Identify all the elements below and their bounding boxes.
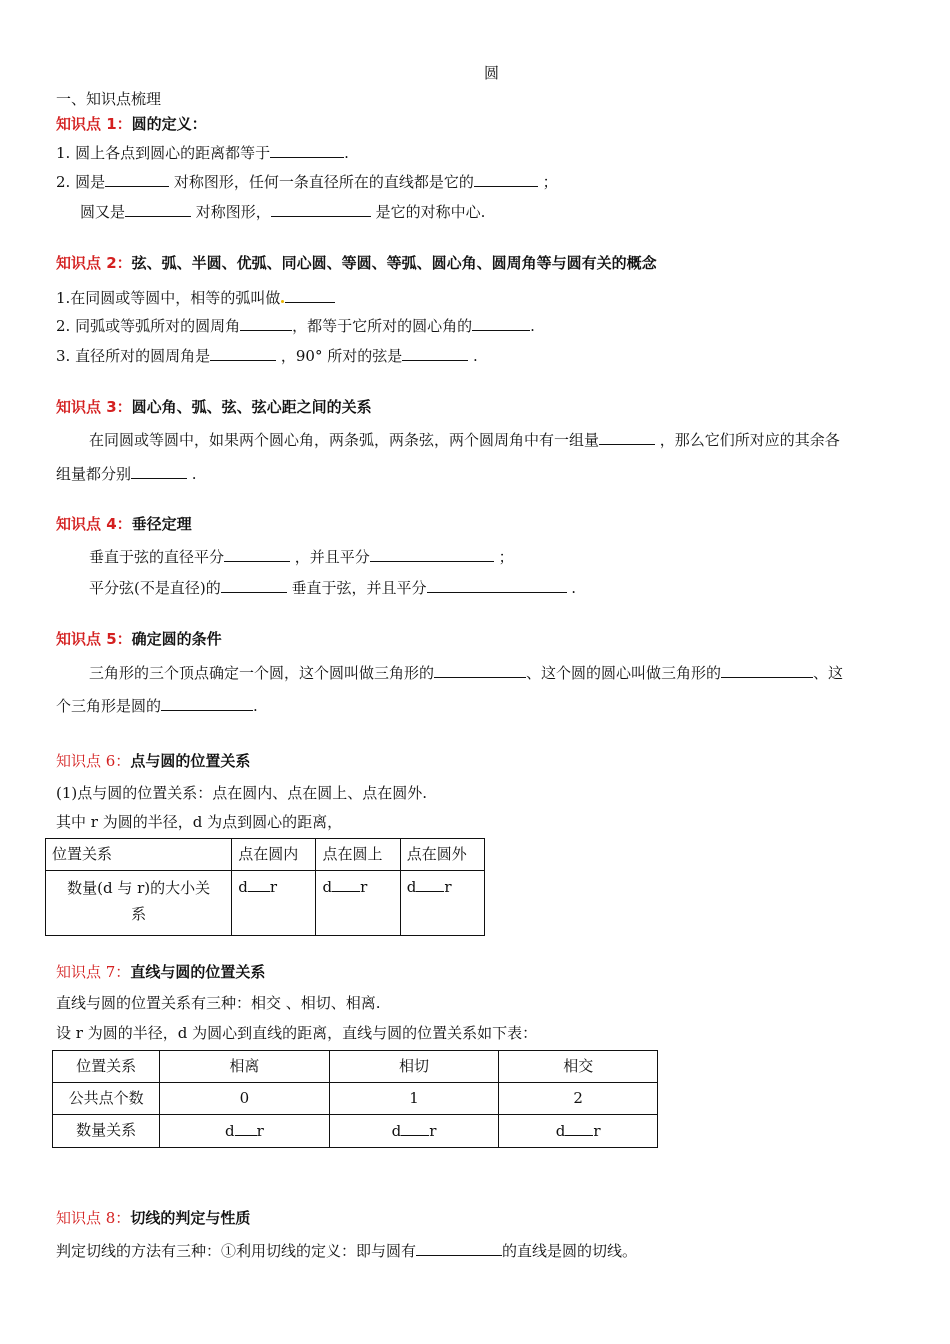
- text: ，那么它们所对应的其余各: [655, 431, 840, 449]
- text: 、这: [813, 664, 844, 682]
- table-header: 点在圆内: [232, 839, 316, 871]
- text: ；: [537, 173, 558, 191]
- blank[interactable]: [210, 346, 276, 361]
- text: 对称图形，: [191, 203, 271, 221]
- table-cell[interactable]: [329, 1115, 499, 1148]
- text: 平分弦(不是直径)的: [89, 579, 221, 597]
- kp1-line2: [56, 172, 558, 190]
- kp4-title: 垂径定理: [131, 515, 192, 533]
- text: .: [187, 465, 197, 483]
- table-header: 相切: [329, 1051, 499, 1083]
- blank[interactable]: [721, 663, 813, 678]
- kp3-line2: [56, 464, 197, 482]
- text: 个三角形是圆的: [56, 697, 162, 715]
- text: 2. 圆是: [56, 173, 106, 191]
- kp8-heading: [56, 1211, 250, 1226]
- table-row: [53, 1083, 658, 1115]
- d-symbol: d: [238, 878, 248, 896]
- text: 2. 同弧或等弧所对的圆周角: [56, 317, 241, 335]
- kp2-line1: [56, 288, 335, 306]
- blank[interactable]: [240, 316, 292, 331]
- table-cell[interactable]: [160, 1115, 329, 1148]
- table-cell[interactable]: [232, 871, 316, 936]
- kp5-label: 知识点 5：: [56, 630, 132, 648]
- table-header: 位置关系: [46, 839, 232, 871]
- text: .: [468, 347, 478, 365]
- r-symbol: r: [269, 878, 278, 896]
- r-symbol: r: [593, 1122, 601, 1140]
- blank[interactable]: [285, 288, 335, 303]
- point-circle-table: [45, 838, 485, 936]
- table-header: 点在圆外: [400, 839, 484, 871]
- blank[interactable]: [270, 143, 344, 158]
- kp2-line3: [56, 346, 478, 364]
- blank[interactable]: [434, 663, 526, 678]
- kp3-title: 圆心角、弧、弦、弦心距之间的关系: [131, 398, 372, 416]
- kp1-heading: [56, 117, 207, 132]
- kp2-line2: [56, 316, 535, 334]
- table-cell: 0: [160, 1083, 329, 1115]
- kp1-line1: [56, 143, 349, 161]
- text: 垂直于弦，并且平分: [286, 579, 427, 597]
- blank[interactable]: [131, 464, 187, 479]
- text: .: [530, 317, 535, 335]
- d-symbol: d: [406, 878, 417, 896]
- blank[interactable]: [271, 202, 371, 217]
- blank[interactable]: [401, 1123, 429, 1136]
- blank[interactable]: [105, 172, 169, 187]
- d-symbol: d: [555, 1122, 566, 1140]
- row-label: 公共点个数: [53, 1083, 160, 1115]
- kp6-heading: [56, 754, 250, 769]
- row-label: 数量关系: [53, 1115, 160, 1148]
- blank[interactable]: [370, 547, 494, 562]
- text: ；: [493, 548, 514, 566]
- text: ，都等于它所对的圆心角的: [292, 317, 473, 335]
- blank[interactable]: [248, 879, 270, 892]
- kp8-title: 切线的判定与性质: [130, 1209, 251, 1227]
- r-symbol: r: [444, 878, 452, 896]
- text: 对称图形，任何一条直径所在的直线都是它的: [169, 173, 474, 191]
- table-cell: 1: [329, 1083, 499, 1115]
- kp8-line1: [56, 1241, 637, 1259]
- kp7-heading: [56, 965, 265, 980]
- text: 3. 直径所对的圆周角是: [56, 347, 211, 365]
- table-row: [53, 1051, 658, 1083]
- cursor-mark: [281, 300, 284, 303]
- row-label: 数量(d 与 r)的大小关: [67, 879, 211, 897]
- row-label: 系: [131, 905, 147, 923]
- blank[interactable]: [235, 1123, 257, 1136]
- blank[interactable]: [224, 547, 290, 562]
- blank[interactable]: [161, 696, 253, 711]
- table-cell[interactable]: [316, 871, 400, 936]
- table-row: [46, 871, 485, 936]
- r-symbol: r: [360, 878, 368, 896]
- kp4-line2: [89, 578, 576, 596]
- kp6-title: 点与圆的位置关系: [130, 752, 251, 770]
- blank[interactable]: [332, 879, 360, 892]
- blank[interactable]: [472, 316, 530, 331]
- text: 组量都分别: [56, 465, 132, 483]
- text: 三角形的三个顶点确定一个圆，这个圆叫做三角形的: [89, 664, 435, 682]
- blank[interactable]: [416, 879, 444, 892]
- table-row: [46, 839, 485, 871]
- kp8-label: 知识点 8：: [56, 1209, 131, 1227]
- kp7-title: 直线与圆的位置关系: [130, 963, 266, 981]
- blank[interactable]: [125, 202, 191, 217]
- d-symbol: d: [225, 1122, 235, 1140]
- table-cell: [46, 871, 232, 936]
- section-heading: 一、知识点梳理: [56, 90, 162, 108]
- kp5-heading: [56, 632, 222, 647]
- table-row: [53, 1115, 658, 1148]
- text: .: [566, 579, 577, 597]
- text: ，并且平分: [290, 548, 370, 566]
- blank[interactable]: [221, 578, 287, 593]
- text: 的直线是圆的切线。: [502, 1242, 638, 1260]
- kp1-line1-end: .: [344, 144, 349, 162]
- table-header: 相离: [160, 1051, 329, 1083]
- kp5-line2: [56, 696, 258, 714]
- kp5-title: 确定圆的条件: [131, 630, 222, 648]
- d-symbol: d: [391, 1122, 402, 1140]
- kp4-label: 知识点 4：: [56, 515, 132, 533]
- blank[interactable]: [565, 1123, 593, 1136]
- blank[interactable]: [474, 172, 538, 187]
- kp6-label: 知识点 6：: [56, 752, 131, 770]
- text: 圆又是: [80, 203, 126, 221]
- kp3-heading: [56, 400, 372, 415]
- kp7-label: 知识点 7：: [56, 963, 131, 981]
- text: 垂直于弦的直径平分: [89, 548, 225, 566]
- table-header: 相交: [499, 1051, 658, 1083]
- d-symbol: d: [322, 878, 333, 896]
- kp4-heading: [56, 517, 192, 532]
- kp7-line2: 设 r 为圆的半径，d 为圆心到直线的距离，直线与圆的位置关系如下表：: [56, 1024, 538, 1042]
- kp1-label: 知识点 1：: [56, 115, 132, 133]
- kp4-line1: [89, 547, 514, 565]
- text: ，90° 所对的弦是: [276, 347, 403, 365]
- table-cell: 2: [499, 1083, 658, 1115]
- kp3-label: 知识点 3：: [56, 398, 132, 416]
- text: 、这个圆的圆心叫做三角形的: [526, 664, 722, 682]
- text: 1.在同圆或等圆中，相等的弧叫做: [56, 289, 281, 307]
- table-cell[interactable]: [499, 1115, 658, 1148]
- kp2-label: 知识点 2：: [56, 254, 132, 272]
- table-header: 位置关系: [53, 1051, 160, 1083]
- table-header: 点在圆上: [316, 839, 400, 871]
- text: 在同圆或等圆中，如果两个圆心角，两条弧，两条弦，两个圆周角中有一组量: [89, 431, 600, 449]
- page-title: 圆: [484, 64, 500, 82]
- blank[interactable]: [599, 430, 655, 445]
- table-cell[interactable]: [400, 871, 484, 936]
- kp2-heading: [56, 256, 657, 271]
- blank[interactable]: [427, 578, 567, 593]
- text: 判定切线的方法有三种：①利用切线的定义：即与圆有: [56, 1242, 417, 1260]
- kp7-line1: 直线与圆的位置关系有三种：相交 、相切、相离.: [56, 994, 381, 1012]
- kp3-line1: [89, 430, 840, 448]
- blank[interactable]: [402, 346, 468, 361]
- text: 是它的对称中心.: [370, 203, 486, 221]
- text: .: [253, 697, 258, 715]
- kp1-line3: [80, 202, 485, 220]
- kp6-line2: 其中 r 为圆的半径，d 为点到圆心的距离，: [56, 813, 343, 831]
- kp1-title: 圆的定义：: [131, 115, 207, 133]
- r-symbol: r: [256, 1122, 264, 1140]
- line-circle-table: [52, 1050, 658, 1148]
- kp2-title: 弦、弧、半圆、优弧、同心圆、等圆、等弧、圆心角、圆周角等与圆有关的概念: [131, 254, 657, 272]
- kp6-line1: (1)点与圆的位置关系：点在圆内、点在圆上、点在圆外.: [56, 784, 428, 802]
- kp5-line1: [89, 663, 843, 681]
- blank[interactable]: [416, 1241, 502, 1256]
- r-symbol: r: [429, 1122, 437, 1140]
- kp1-line1-text: 1. 圆上各点到圆心的距离都等于: [56, 144, 271, 162]
